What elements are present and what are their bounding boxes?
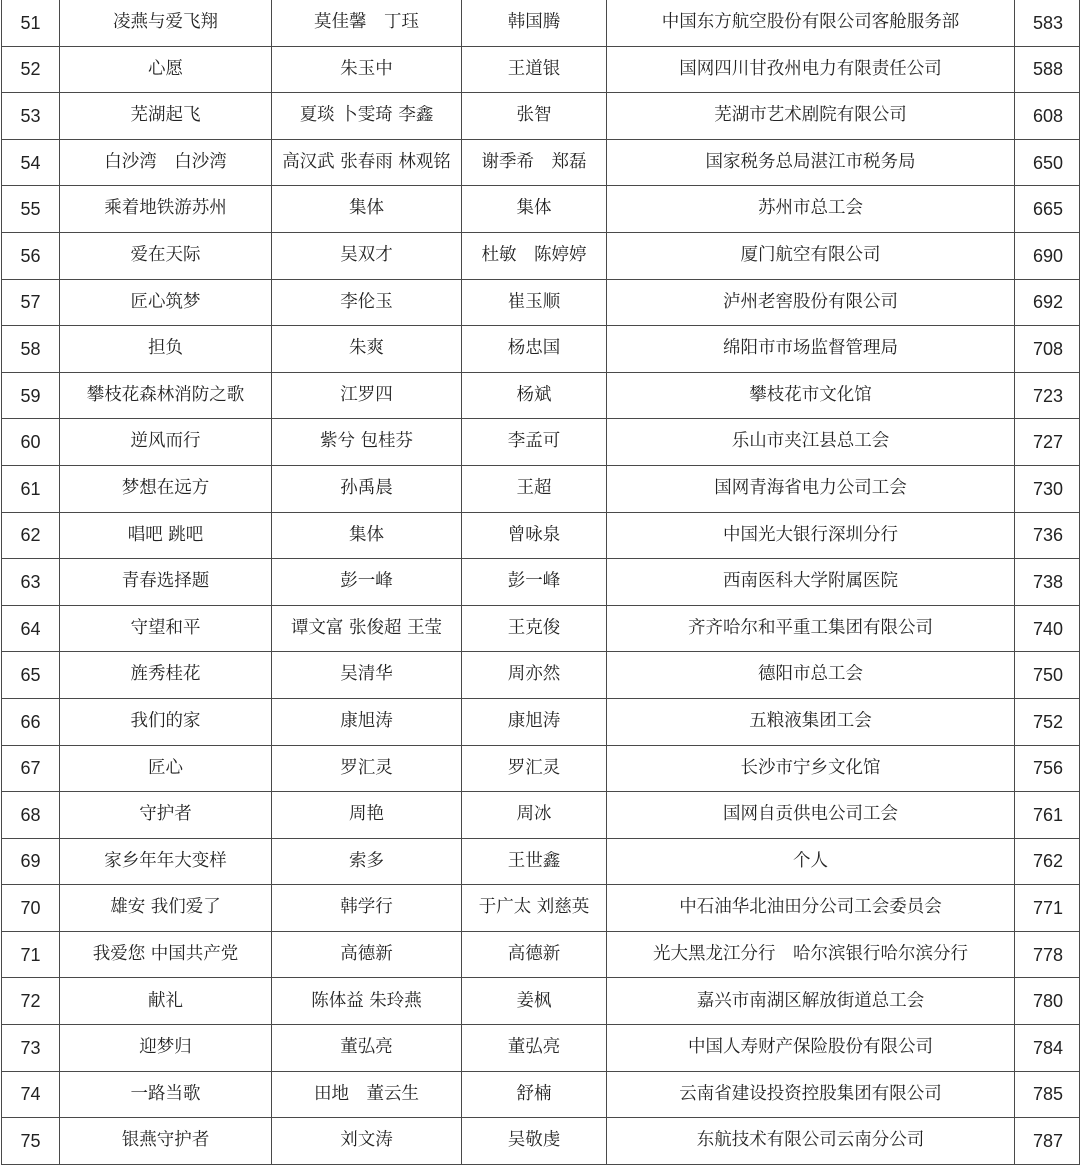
entry-code-cell: 756 xyxy=(1015,745,1080,792)
entry-number-cell: 71 xyxy=(2,931,60,978)
table-row xyxy=(2,232,1080,279)
lyricist-cell: 罗汇灵 xyxy=(272,745,462,792)
composer-cell: 高德新 xyxy=(462,931,607,978)
entry-number-cell: 74 xyxy=(2,1071,60,1118)
composer-cell: 王世鑫 xyxy=(462,838,607,885)
table-row xyxy=(2,1025,1080,1072)
lyricist-cell: 吴双才 xyxy=(272,232,462,279)
table-row xyxy=(2,1118,1080,1165)
table-row xyxy=(2,652,1080,699)
song-title-cell: 匠心 xyxy=(60,745,272,792)
table-row xyxy=(2,372,1080,419)
table-row xyxy=(2,419,1080,466)
submitting-unit-cell: 中国人寿财产保险股份有限公司 xyxy=(607,1025,1015,1072)
submitting-unit-cell: 厦门航空有限公司 xyxy=(607,232,1015,279)
entry-code-cell: 608 xyxy=(1015,93,1080,140)
submitting-unit-cell: 攀枝花市文化馆 xyxy=(607,372,1015,419)
table-row xyxy=(2,559,1080,606)
composer-cell: 谢季希 郑磊 xyxy=(462,139,607,186)
table-row xyxy=(2,279,1080,326)
song-title-cell: 匠心筑梦 xyxy=(60,279,272,326)
entry-code-cell: 761 xyxy=(1015,792,1080,839)
submitting-unit-cell: 泸州老窖股份有限公司 xyxy=(607,279,1015,326)
composer-cell: 周亦然 xyxy=(462,652,607,699)
composer-cell: 彭一峰 xyxy=(462,559,607,606)
song-title-cell: 献礼 xyxy=(60,978,272,1025)
song-title-cell: 白沙湾 白沙湾 xyxy=(60,139,272,186)
entry-code-cell: 780 xyxy=(1015,978,1080,1025)
composer-cell: 李孟可 xyxy=(462,419,607,466)
lyricist-cell: 紫兮 包桂芬 xyxy=(272,419,462,466)
submitting-unit-cell: 国家税务总局湛江市税务局 xyxy=(607,139,1015,186)
table-row xyxy=(2,792,1080,839)
song-title-cell: 攀枝花森林消防之歌 xyxy=(60,372,272,419)
entry-number-cell: 53 xyxy=(2,93,60,140)
table-row xyxy=(2,1071,1080,1118)
song-title-cell: 乘着地铁游苏州 xyxy=(60,186,272,233)
entry-code-cell: 723 xyxy=(1015,372,1080,419)
entry-code-cell: 784 xyxy=(1015,1025,1080,1072)
entry-number-cell: 57 xyxy=(2,279,60,326)
submitting-unit-cell: 中国光大银行深圳分行 xyxy=(607,512,1015,559)
submitting-unit-cell: 中石油华北油田分公司工会委员会 xyxy=(607,885,1015,932)
entry-code-cell: 738 xyxy=(1015,559,1080,606)
table-row xyxy=(2,885,1080,932)
lyricist-cell: 索多 xyxy=(272,838,462,885)
lyricist-cell: 朱爽 xyxy=(272,326,462,373)
table-row xyxy=(2,93,1080,140)
composer-cell: 周冰 xyxy=(462,792,607,839)
entry-code-cell: 787 xyxy=(1015,1118,1080,1165)
lyricist-cell: 董弘亮 xyxy=(272,1025,462,1072)
entry-number-cell: 69 xyxy=(2,838,60,885)
composer-cell: 杜敏 陈婷婷 xyxy=(462,232,607,279)
submitting-unit-cell: 德阳市总工会 xyxy=(607,652,1015,699)
song-title-cell: 青春选择题 xyxy=(60,559,272,606)
table-row xyxy=(2,186,1080,233)
entry-number-cell: 55 xyxy=(2,186,60,233)
entry-code-cell: 708 xyxy=(1015,326,1080,373)
submitting-unit-cell: 国网自贡供电公司工会 xyxy=(607,792,1015,839)
results-table xyxy=(1,0,1080,1165)
lyricist-cell: 李伦玉 xyxy=(272,279,462,326)
composer-cell: 罗汇灵 xyxy=(462,745,607,792)
lyricist-cell: 集体 xyxy=(272,186,462,233)
entry-code-cell: 771 xyxy=(1015,885,1080,932)
composer-cell: 姜枫 xyxy=(462,978,607,1025)
table-row xyxy=(2,465,1080,512)
lyricist-cell: 集体 xyxy=(272,512,462,559)
song-title-cell: 我爱您 中国共产党 xyxy=(60,931,272,978)
table-row xyxy=(2,326,1080,373)
lyricist-cell: 朱玉中 xyxy=(272,46,462,93)
submitting-unit-cell: 五粮液集团工会 xyxy=(607,698,1015,745)
composer-cell: 崔玉顺 xyxy=(462,279,607,326)
lyricist-cell: 孙禹晨 xyxy=(272,465,462,512)
entry-code-cell: 750 xyxy=(1015,652,1080,699)
entry-number-cell: 52 xyxy=(2,46,60,93)
lyricist-cell: 江罗四 xyxy=(272,372,462,419)
table-row xyxy=(2,139,1080,186)
table-row xyxy=(2,978,1080,1025)
submitting-unit-cell: 绵阳市市场监督管理局 xyxy=(607,326,1015,373)
lyricist-cell: 周艳 xyxy=(272,792,462,839)
submitting-unit-cell: 国网四川甘孜州电力有限责任公司 xyxy=(607,46,1015,93)
entry-number-cell: 70 xyxy=(2,885,60,932)
composer-cell: 杨忠国 xyxy=(462,326,607,373)
table-row xyxy=(2,46,1080,93)
entry-number-cell: 54 xyxy=(2,139,60,186)
lyricist-cell: 陈体益 朱玲燕 xyxy=(272,978,462,1025)
entry-number-cell: 56 xyxy=(2,232,60,279)
table-row xyxy=(2,745,1080,792)
song-title-cell: 守望和平 xyxy=(60,605,272,652)
submitting-unit-cell: 苏州市总工会 xyxy=(607,186,1015,233)
entry-number-cell: 61 xyxy=(2,465,60,512)
entry-code-cell: 762 xyxy=(1015,838,1080,885)
table-row xyxy=(2,0,1080,46)
entry-number-cell: 66 xyxy=(2,698,60,745)
composer-cell: 舒楠 xyxy=(462,1071,607,1118)
entry-number-cell: 72 xyxy=(2,978,60,1025)
song-title-cell: 雄安 我们爱了 xyxy=(60,885,272,932)
submitting-unit-cell: 中国东方航空股份有限公司客舱服务部 xyxy=(607,0,1015,46)
entry-code-cell: 778 xyxy=(1015,931,1080,978)
lyricist-cell: 康旭涛 xyxy=(272,698,462,745)
entry-code-cell: 665 xyxy=(1015,186,1080,233)
lyricist-cell: 莫佳馨 丁珏 xyxy=(272,0,462,46)
entry-code-cell: 752 xyxy=(1015,698,1080,745)
entry-code-cell: 730 xyxy=(1015,465,1080,512)
lyricist-cell: 高汉武 张春雨 林观铭 xyxy=(272,139,462,186)
composer-cell: 韩国腾 xyxy=(462,0,607,46)
lyricist-cell: 韩学行 xyxy=(272,885,462,932)
submitting-unit-cell: 芜湖市艺术剧院有限公司 xyxy=(607,93,1015,140)
song-title-cell: 银燕守护者 xyxy=(60,1118,272,1165)
composer-cell: 康旭涛 xyxy=(462,698,607,745)
song-title-cell: 担负 xyxy=(60,326,272,373)
composer-cell: 于广太 刘慈英 xyxy=(462,885,607,932)
entry-number-cell: 64 xyxy=(2,605,60,652)
song-title-cell: 旌秀桂花 xyxy=(60,652,272,699)
submitting-unit-cell: 云南省建设投资控股集团有限公司 xyxy=(607,1071,1015,1118)
song-title-cell: 一路当歌 xyxy=(60,1071,272,1118)
composer-cell: 张智 xyxy=(462,93,607,140)
composer-cell: 曾咏泉 xyxy=(462,512,607,559)
submitting-unit-cell: 齐齐哈尔和平重工集团有限公司 xyxy=(607,605,1015,652)
song-title-cell: 唱吧 跳吧 xyxy=(60,512,272,559)
composer-cell: 吴敬虔 xyxy=(462,1118,607,1165)
song-title-cell: 凌燕与爱飞翔 xyxy=(60,0,272,46)
entry-number-cell: 75 xyxy=(2,1118,60,1165)
entry-number-cell: 59 xyxy=(2,372,60,419)
lyricist-cell: 高德新 xyxy=(272,931,462,978)
song-title-cell: 爱在天际 xyxy=(60,232,272,279)
submitting-unit-cell: 嘉兴市南湖区解放街道总工会 xyxy=(607,978,1015,1025)
submitting-unit-cell: 西南医科大学附属医院 xyxy=(607,559,1015,606)
entry-code-cell: 692 xyxy=(1015,279,1080,326)
submitting-unit-cell: 东航技术有限公司云南分公司 xyxy=(607,1118,1015,1165)
table-row xyxy=(2,698,1080,745)
composer-cell: 集体 xyxy=(462,186,607,233)
submitting-unit-cell: 国网青海省电力公司工会 xyxy=(607,465,1015,512)
entry-number-cell: 65 xyxy=(2,652,60,699)
table-row xyxy=(2,931,1080,978)
entry-number-cell: 60 xyxy=(2,419,60,466)
composer-cell: 董弘亮 xyxy=(462,1025,607,1072)
entry-number-cell: 73 xyxy=(2,1025,60,1072)
entry-code-cell: 727 xyxy=(1015,419,1080,466)
entry-number-cell: 51 xyxy=(2,0,60,46)
entry-code-cell: 583 xyxy=(1015,0,1080,46)
song-title-cell: 守护者 xyxy=(60,792,272,839)
song-title-cell: 迎梦归 xyxy=(60,1025,272,1072)
entry-code-cell: 740 xyxy=(1015,605,1080,652)
lyricist-cell: 吴清华 xyxy=(272,652,462,699)
lyricist-cell: 刘文涛 xyxy=(272,1118,462,1165)
song-title-cell: 家乡年年大变样 xyxy=(60,838,272,885)
composer-cell: 王超 xyxy=(462,465,607,512)
lyricist-cell: 夏琰 卜雯琦 李鑫 xyxy=(272,93,462,140)
entry-number-cell: 62 xyxy=(2,512,60,559)
entry-code-cell: 736 xyxy=(1015,512,1080,559)
song-title-cell: 芜湖起飞 xyxy=(60,93,272,140)
song-title-cell: 梦想在远方 xyxy=(60,465,272,512)
song-title-cell: 逆风而行 xyxy=(60,419,272,466)
entry-code-cell: 690 xyxy=(1015,232,1080,279)
submitting-unit-cell: 长沙市宁乡文化馆 xyxy=(607,745,1015,792)
entry-code-cell: 785 xyxy=(1015,1071,1080,1118)
table-row xyxy=(2,605,1080,652)
composer-cell: 王克俊 xyxy=(462,605,607,652)
entry-number-cell: 67 xyxy=(2,745,60,792)
lyricist-cell: 彭一峰 xyxy=(272,559,462,606)
entry-number-cell: 63 xyxy=(2,559,60,606)
lyricist-cell: 田地 董云生 xyxy=(272,1071,462,1118)
song-title-cell: 我们的家 xyxy=(60,698,272,745)
submitting-unit-cell: 乐山市夹江县总工会 xyxy=(607,419,1015,466)
lyricist-cell: 谭文富 张俊超 王莹 xyxy=(272,605,462,652)
submitting-unit-cell: 个人 xyxy=(607,838,1015,885)
composer-cell: 王道银 xyxy=(462,46,607,93)
table-row xyxy=(2,512,1080,559)
entry-code-cell: 650 xyxy=(1015,139,1080,186)
table-body xyxy=(2,0,1080,1164)
composer-cell: 杨斌 xyxy=(462,372,607,419)
table-row xyxy=(2,838,1080,885)
submitting-unit-cell: 光大黑龙江分行 哈尔滨银行哈尔滨分行 xyxy=(607,931,1015,978)
entry-number-cell: 68 xyxy=(2,792,60,839)
entry-number-cell: 58 xyxy=(2,326,60,373)
entry-code-cell: 588 xyxy=(1015,46,1080,93)
song-title-cell: 心愿 xyxy=(60,46,272,93)
